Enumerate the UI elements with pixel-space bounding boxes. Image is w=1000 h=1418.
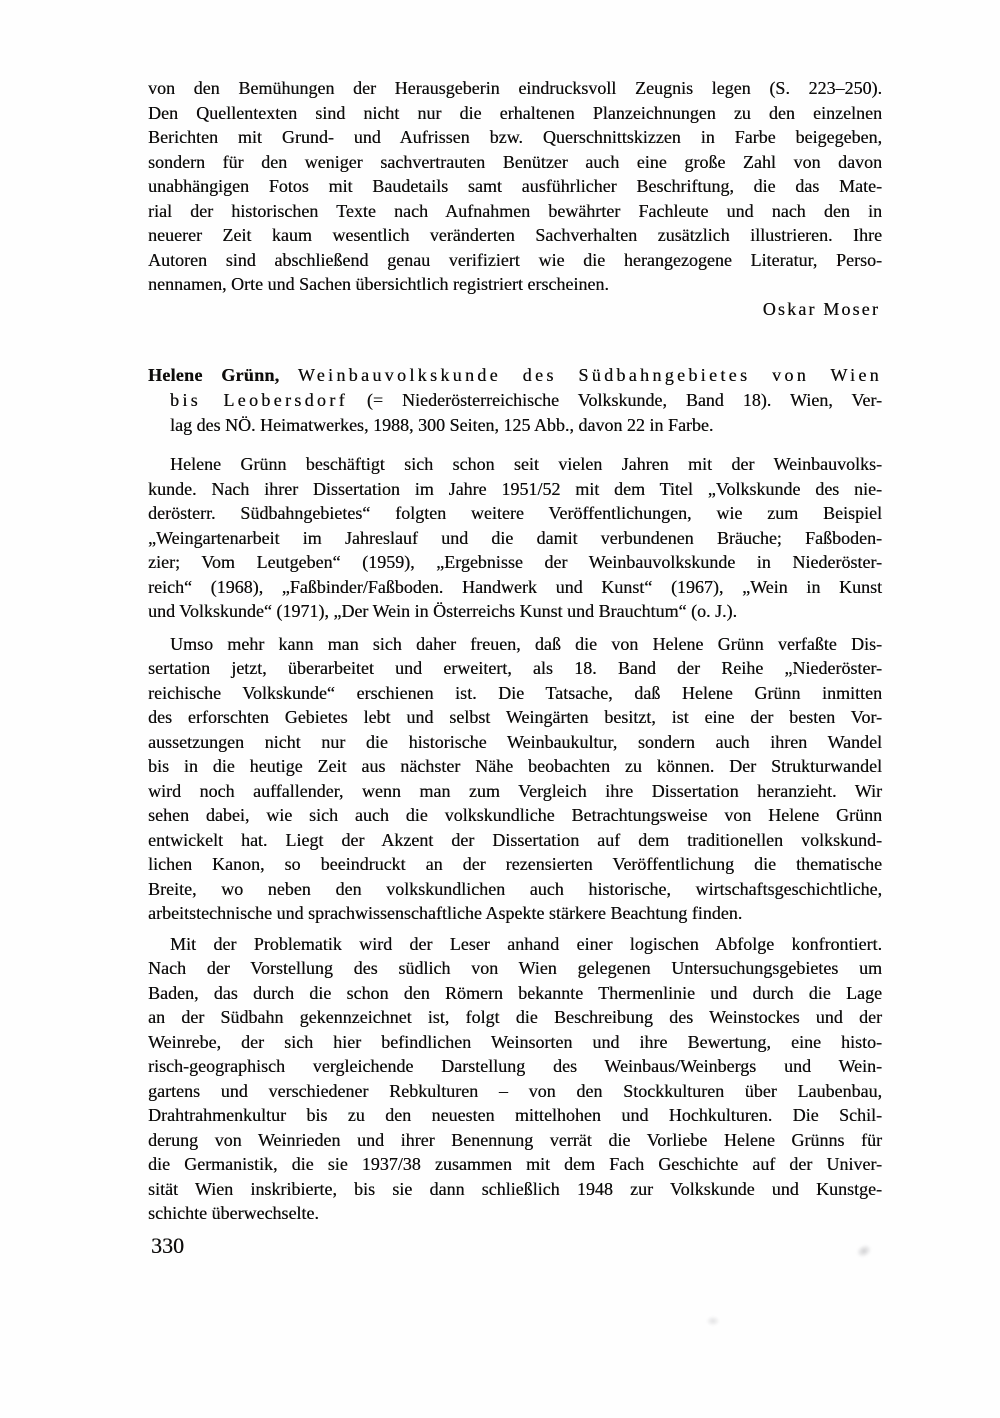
review-heading-line — [148, 363, 882, 388]
review-heading — [148, 363, 882, 438]
text-line: an der Südbahn gekennzeichnet ist, folgt die Beschreibung des Weinstockes und der — [148, 1007, 882, 1027]
reviewed-book-series-info: (= Niederösterreichische Volkskunde, Band 18). Wien, Ver- — [366, 390, 883, 410]
text-line: bis in die heutige Zeit aus nächster Nähe beobachten zu können. Der Strukturwandel — [148, 756, 882, 776]
text-line: kunde. Nach ihrer Dissertation im Jahre 1951/52 mit dem Titel „Volkskunde des nie- — [148, 478, 882, 499]
text-line: nennamen, Orte und Sachen übersichtlich registriert erscheinen. — [148, 274, 609, 294]
reviewed-author-name: Helene Grünn, — [148, 365, 280, 385]
review-heading-line — [148, 388, 882, 413]
text-line: Autoren sind abschließend genau verifiziert wie die herangezogene Literatur, Perso- — [148, 249, 882, 270]
text-line: des erforschten Gebietes lebt und selbst Weingärten besitzt, ist eine der besten Vor- — [148, 707, 882, 727]
text-line: rial der historischen Texte nach Aufnahmen bewährter Fachleute und nach den in — [148, 200, 882, 221]
paragraph-dissertation-discussion — [148, 632, 882, 926]
text-line: Baden, das durch die schon den Römern bekannte Thermenlinie und durch die Lage — [148, 982, 882, 1003]
text-line: wird noch auffallender, wenn man zum Vergleich ihre Dissertation heranzieht. Wir — [148, 780, 882, 801]
text-line: reichische Volkskunde“ erschienen ist. Die Tatsache, daß Helene Grünn inmitten — [148, 682, 882, 703]
page-number: 330 — [151, 1233, 184, 1258]
text-line: „Weingartenarbeit im Jahreslauf und die damit verbundenen Bräuche; Faßboden- — [148, 527, 882, 548]
reviewed-book-title-part1: Weinbauvolkskunde des Südbahngebietes von Wien — [297, 365, 883, 385]
text-line: sertation jetzt, überarbeitet und erweitert, als 18. Band der Reihe „Niederöster- — [148, 658, 882, 678]
text-line: sehen dabei, wie sich auch die volkskundliche Betrachtungsweise von Helene Grünn — [148, 805, 882, 825]
text-line: risch-geographisch vergleichende Darstellung des Weinbaus/Weinbergs und Wein- — [148, 1056, 882, 1076]
text-line: Mit der Problematik wird der Leser anhand einer logischen Abfolge konfrontiert. — [170, 933, 882, 954]
scan-artifact — [854, 1242, 874, 1260]
text-line: neuerer Zeit kaum wesentlich veränderten Sachverhalten zusätzlich illustrieren. Ihre — [148, 225, 882, 245]
text-line: lichen Kanon, so beeindruckt an der rezensierten Veröffentlichung die thematische — [148, 854, 882, 874]
reviewer-signature: Oskar Moser — [762, 298, 880, 319]
text-line: reich“ (1968), „Faßbinder/Faßboden. Handwerk und Kunst“ (1967), „Wein in Kunst — [148, 576, 882, 597]
text-line: von den Bemühungen der Herausgeberin eindrucksvoll Zeugnis legen (S. 223–250). — [148, 78, 882, 98]
paragraph-author-biography — [148, 452, 882, 624]
text-line: entwickelt hat. Liegt der Akzent der Dissertation auf dem traditionellen volkskund- — [148, 829, 882, 850]
reviewed-book-title-part2: bis Leobersdorf — [170, 390, 348, 410]
text-line: aussetzungen nicht nur die historische Weinbaukultur, sondern auch ihren Wandel — [148, 731, 882, 752]
scan-artifact — [706, 1316, 720, 1326]
text-line: gartens und verschiedener Rebkulturen – von den Stockkulturen über Laubenbau, — [148, 1080, 882, 1101]
text-line: Helene Grünn beschäftigt sich schon seit vielen Jahren mit der Weinbauvolks- — [170, 454, 882, 474]
text-line: derung von Weinrieden und ihrer Benennung verrät die Vorliebe Helene Grünns für — [148, 1129, 882, 1150]
text-line: die Germanistik, die sie 1937/38 zusammen mit dem Fach Geschichte auf der Univer- — [148, 1154, 882, 1174]
text-line: zier; Vom Leutgeben“ (1959), „Ergebnisse der Weinbauvolkskunde in Niederöster- — [148, 552, 882, 572]
text-line: arbeitstechnische und sprachwissenschaftliche Aspekte stärkere Beachtung finden. — [148, 903, 743, 923]
text-line: sondern für den weniger sachvertrauten Benützer auch eine große Zahl von davon — [148, 151, 882, 172]
text-line: Nach der Vorstellung des südlich von Wien gelegenen Untersuchungsgebietes um — [148, 958, 882, 978]
text-line: unabhängigen Fotos mit Baudetails samt ausführlicher Beschriftung, die das Mate- — [148, 176, 882, 196]
text-line: Berichten mit Grund- und Aufrissen bzw. Querschnittskizzen in Farbe beigegeben, — [148, 127, 882, 147]
text-line: Weinrebe, der sich hier befindlichen Weinsorten und ihre Bewertung, eine histo- — [148, 1031, 882, 1052]
text-column — [148, 76, 882, 1226]
text-line: Breite, wo neben den volkskundlichen auch historische, wirtschaftsgeschichtliche, — [148, 878, 882, 899]
review-heading-line — [148, 413, 882, 438]
text-line: Den Quellentexten sind nicht nur die erhaltenen Planzeichnungen zu den einzelnen — [148, 102, 882, 123]
text-line: Drahtrahmenkultur bis zu den neuesten mittelhohen und Hochkulturen. Die Schil- — [148, 1105, 882, 1125]
text-line: schichte überwechselte. — [148, 1203, 319, 1223]
paragraph-book-structure — [148, 932, 882, 1226]
reviewed-book-publisher-info: lag des NÖ. Heimatwerkes, 1988, 300 Seiten, 125 Abb., davon 22 in Farbe. — [170, 415, 714, 435]
text-line: und Volkskunde“ (1971), „Der Wein in Österreichs Kunst und Brauchtum“ (o. J.). — [148, 601, 737, 621]
paragraph-previous-review-end — [148, 76, 882, 297]
text-line: derösterr. Südbahngebietes“ folgten weitere Veröffentlichungen, wie zum Beispiel — [148, 503, 882, 523]
text-line: Umso mehr kann man sich daher freuen, daß die von Helene Grünn verfaßte Dis- — [170, 633, 882, 654]
text-line: sität Wien inskribierte, bis sie dann schließlich 1948 zur Volkskunde und Kunstge- — [148, 1178, 882, 1199]
